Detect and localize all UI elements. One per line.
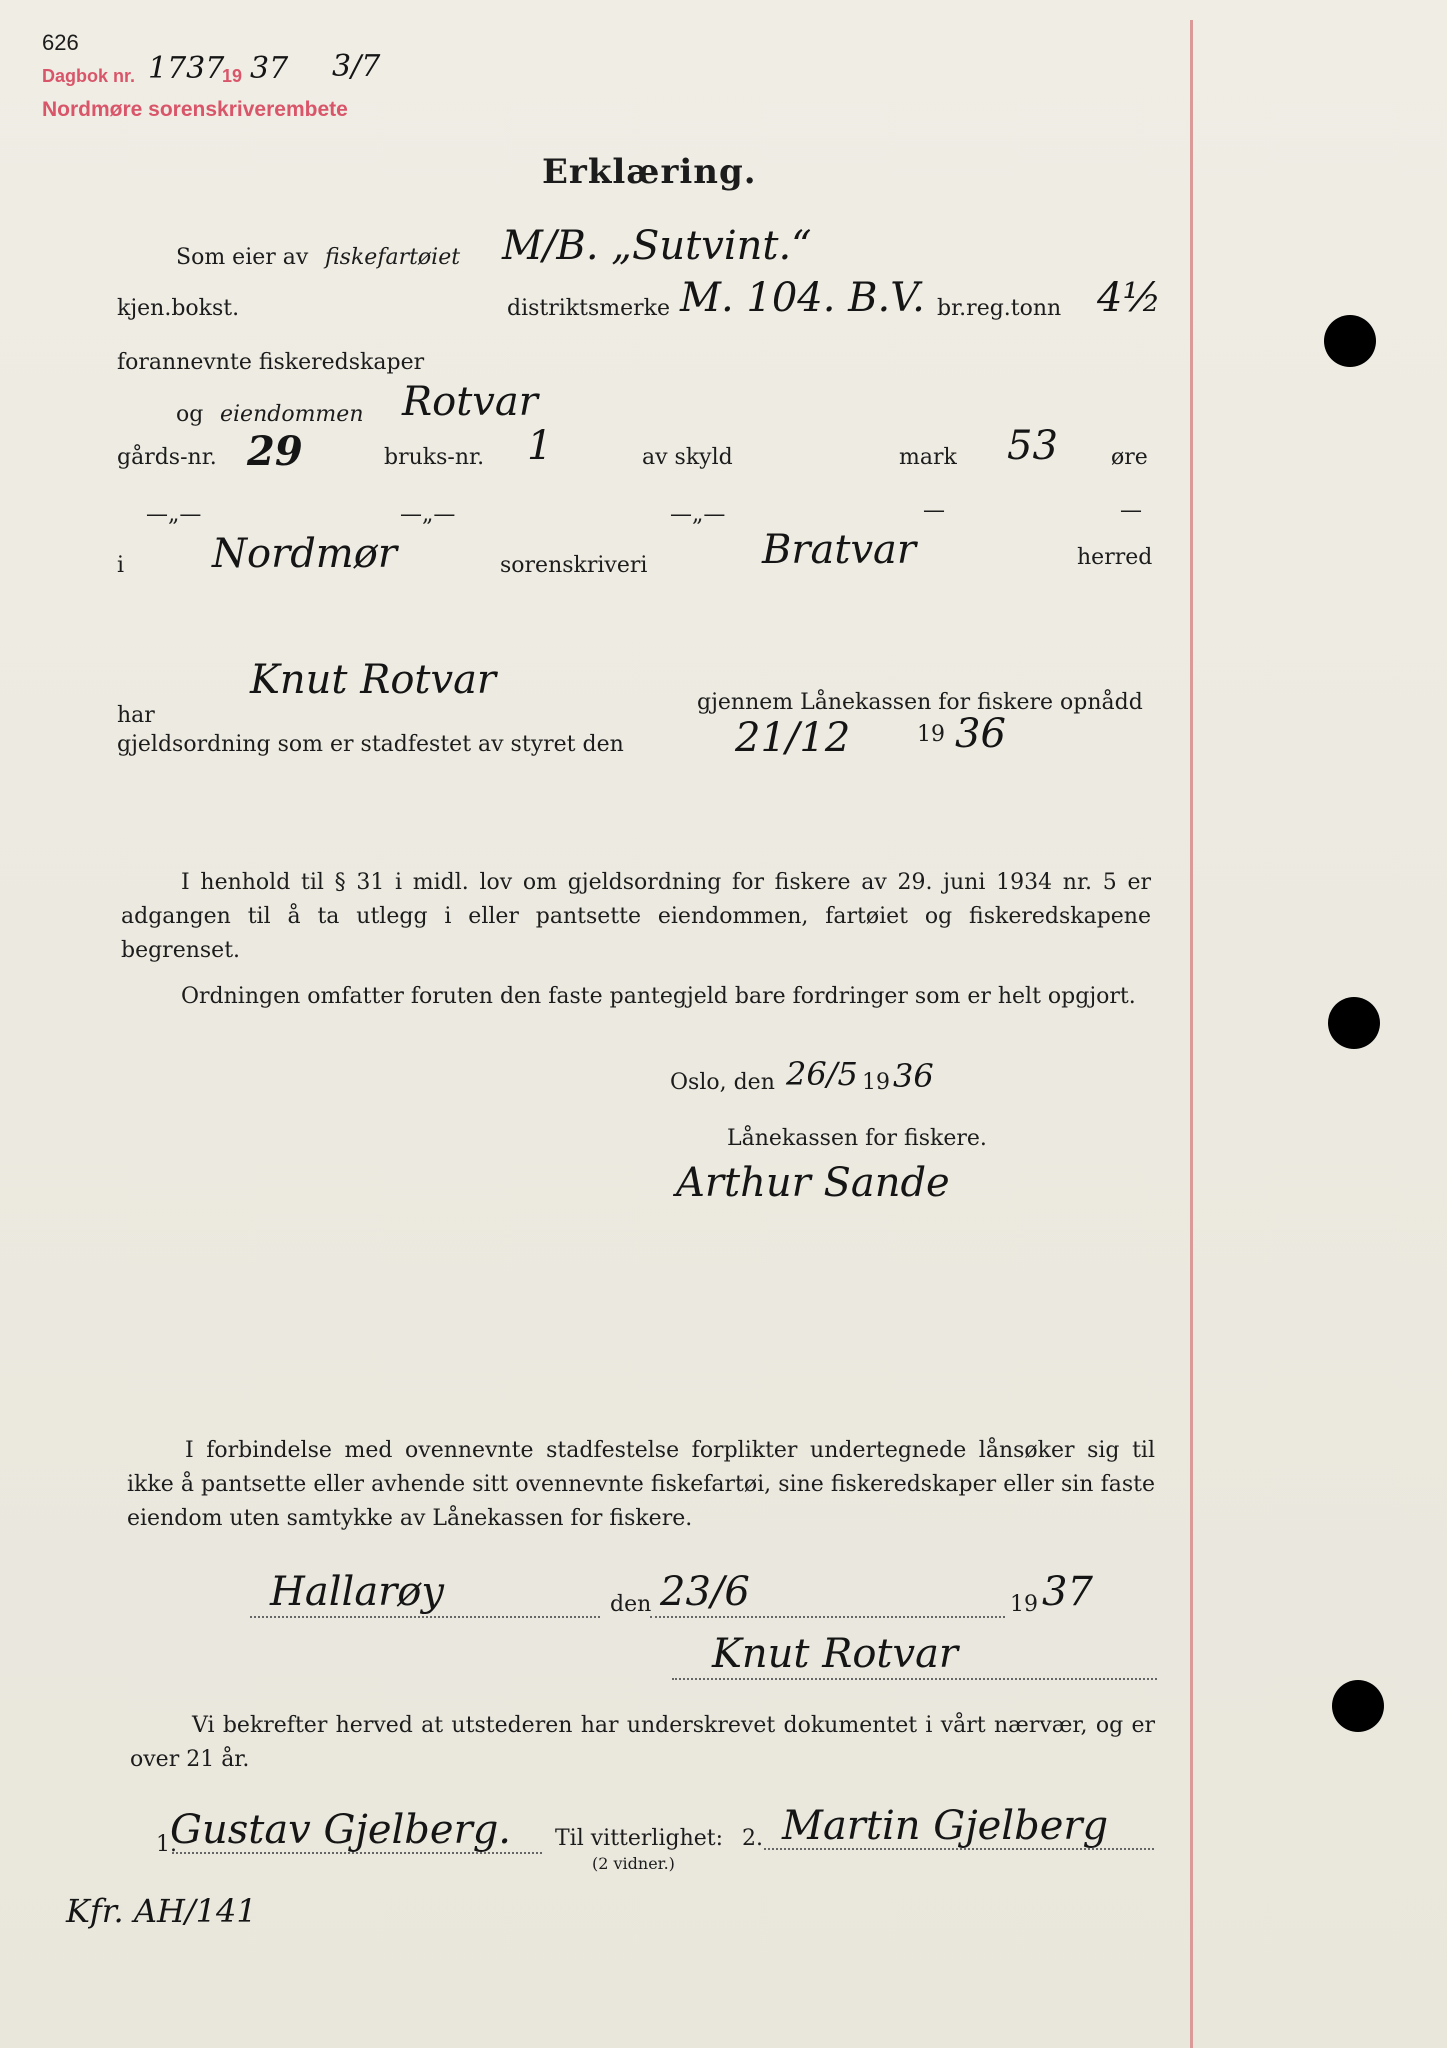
dotted-line: [672, 1678, 1157, 1680]
label-ore: øre: [1111, 445, 1148, 470]
label-gjeldsordning: gjeldsordning som er stadfestet av styret den: [117, 732, 624, 757]
label-i: i: [117, 553, 125, 578]
gards-nr-value: 29: [247, 428, 303, 475]
signoff-signature: Arthur Sande: [676, 1160, 950, 1206]
witness-1-signature: Gustav Gjelberg.: [170, 1807, 512, 1853]
herred-name: Bratvar: [762, 527, 917, 573]
vessel-name: M/B. „Sutvint.“: [502, 223, 812, 269]
dotted-line: [250, 1616, 600, 1618]
dagbok-year-suffix: 37: [250, 51, 289, 86]
label-forannevnte: forannevnte fiskeredskaper: [117, 350, 425, 375]
stadfestet-year: 36: [955, 711, 1006, 757]
mark-value: 53: [1007, 423, 1058, 469]
bruks-nr-value: 1: [527, 423, 553, 469]
dotted-line: [650, 1616, 1005, 1618]
witness-number-2: 2.: [742, 1826, 763, 1851]
ditto-mark: —: [923, 498, 945, 523]
ditto-mark: —„—: [146, 502, 202, 527]
dagbok-number: 1737: [148, 51, 225, 86]
label-har: har: [117, 703, 155, 728]
witness-number-1: 1.: [156, 1832, 177, 1857]
label-sorenskriveri: sorenskriveri: [500, 553, 648, 578]
ditto-mark: —: [1120, 498, 1142, 523]
paragraph-bekrefter: Vi bekrefter herved at utstederen har underskrevet dokumentet i vårt nærvær, og er over 21 år.: [130, 1713, 1155, 1772]
label-brregtonn: br.reg.tonn: [937, 296, 1062, 321]
borrower-year-prefix: 19: [1010, 1592, 1038, 1617]
label-mark: mark: [899, 445, 957, 470]
borrower-den-label: den: [610, 1592, 652, 1617]
label-og: og: [176, 402, 204, 427]
paragraph-forbindelse: I forbindelse med ovennevnte stadfestelse forplikter undertegnede lånsøker sig til ikke å pantsette eller avhende sitt ovennevnte fiskefartøi, sine fiskeredskaper eller sin faste eiendom uten samtykke av Lånekassen for fiskere.: [127, 1438, 1155, 1531]
dotted-line: [764, 1848, 1154, 1850]
label-fiskefartoiet: fiskefartøiet: [325, 245, 461, 270]
label-bruks-nr: bruks-nr.: [384, 445, 485, 470]
paragraph-ordningen: Ordningen omfatter foruten den faste pantegjeld bare fordringer som er helt opgjort.: [181, 984, 1136, 1009]
borrower-date: 23/6: [660, 1569, 750, 1615]
dagbok-date: 3/7: [332, 49, 381, 84]
label-distriktsmerke: distriktsmerke: [507, 296, 671, 321]
brregtonn-value: 4½: [1097, 275, 1162, 321]
witness-2-signature: Martin Gjelberg: [782, 1803, 1109, 1849]
dagbok-year-prefix: 19: [222, 66, 243, 86]
ditto-mark: —„—: [670, 502, 726, 527]
signoff-year-prefix: 19: [862, 1070, 890, 1095]
borrower-year-suffix: 37: [1042, 1569, 1093, 1615]
label-herred: herred: [1077, 545, 1153, 570]
dotted-line: [172, 1852, 542, 1854]
punch-hole-bottom: [1332, 1680, 1384, 1732]
label-av-skyld: av skyld: [642, 445, 733, 470]
dagbok-label: Dagbok nr.: [42, 66, 136, 86]
footnote-reference: Kfr. AH/141: [66, 1892, 257, 1930]
borrower-signature: Knut Rotvar: [712, 1631, 959, 1677]
signoff-place-label: Oslo, den: [670, 1070, 775, 1095]
office-stamp: Nordmøre sorenskriverembete: [42, 98, 348, 121]
label-gards-nr: gårds-nr.: [117, 445, 217, 470]
label-19: 19: [917, 722, 945, 747]
signoff-year-suffix: 36: [893, 1057, 934, 1095]
eiendom-name: Rotvar: [402, 379, 538, 425]
distriktsmerke-value: M. 104. B.V.: [680, 275, 925, 321]
signoff-date: 26/5: [786, 1055, 858, 1093]
ditto-mark: —„—: [400, 502, 456, 527]
vidner-label: (2 vidner.): [592, 1854, 675, 1873]
stadfestet-date: 21/12: [735, 715, 851, 761]
sorenskriveri-name: Nordmør: [212, 531, 397, 577]
page-number: 626: [42, 30, 79, 55]
label-kjen-bokst: kjen.bokst.: [117, 296, 240, 321]
punch-hole-middle: [1328, 997, 1380, 1049]
label-gjennom: gjennem Lånekassen for fiskere opnådd: [697, 690, 1143, 715]
paragraph-legal-basis: I henhold til § 31 i midl. lov om gjeldsordning for fiskere av 29. juni 1934 nr. 5 er adgangen til å ta utlegg i eller pantsette eiendommen, fartøiet og fiskeredskapene begrenset.: [121, 870, 1151, 963]
borrower-place: Hallarøy: [270, 1569, 444, 1615]
document-title: Erklæring.: [542, 152, 757, 192]
margin-line: [1190, 20, 1193, 2048]
signoff-org: Lånekassen for fiskere.: [727, 1126, 987, 1151]
punch-hole-top: [1324, 315, 1376, 367]
label-eiendommen: eiendommen: [220, 402, 364, 427]
label-som-eier: Som eier av: [176, 245, 309, 270]
til-vitterlighet-label: Til vitterlighet:: [555, 1826, 724, 1851]
holder-name: Knut Rotvar: [250, 657, 497, 703]
